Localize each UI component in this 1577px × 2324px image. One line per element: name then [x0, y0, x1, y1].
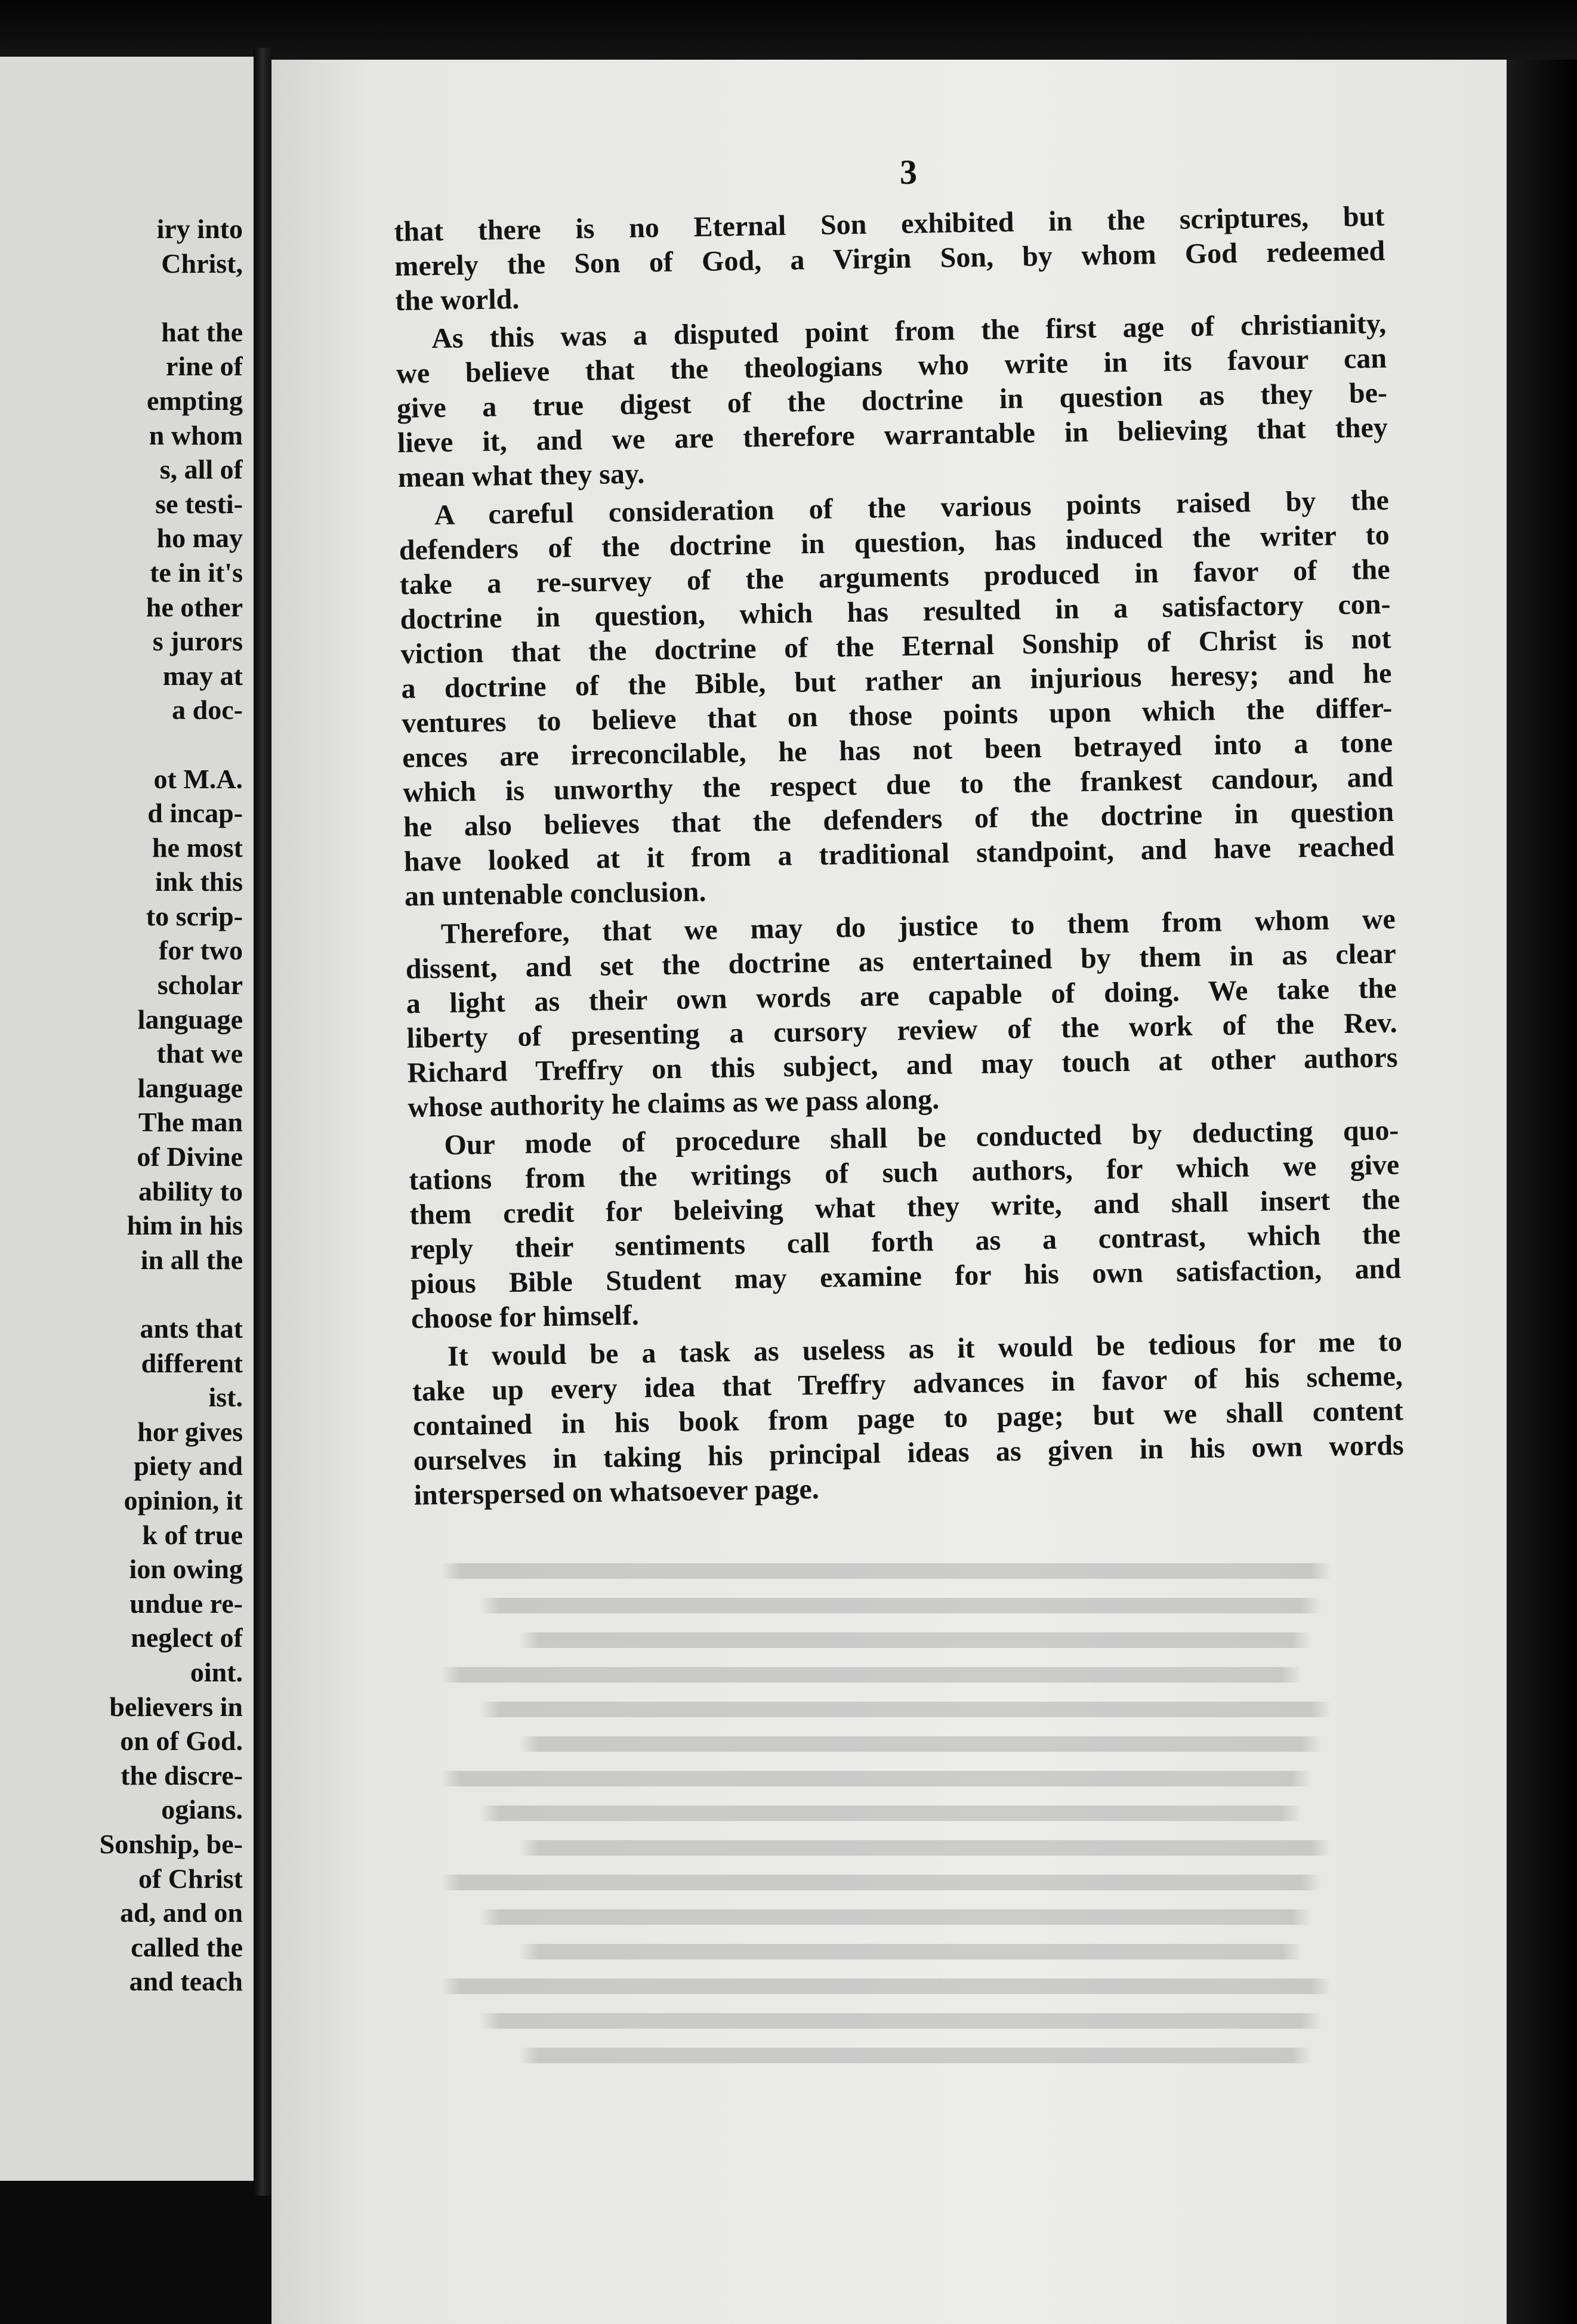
left-page-fragment — [0, 1277, 243, 1311]
paragraph — [394, 199, 1386, 319]
text-line: Richard Treffry on this subject, and may touch at other authors — [407, 1041, 1398, 1089]
text-line: take a re-survey of the arguments produced in favor of the — [399, 553, 1390, 601]
paragraph — [396, 307, 1388, 495]
left-page-fragment: scholar — [157, 970, 243, 1001]
left-page-fragment: iry into — [156, 214, 243, 244]
left-page-fragment: piety and — [134, 1450, 243, 1482]
page-body — [394, 199, 1405, 1513]
left-page-fragment: empting — [147, 385, 243, 416]
text-line: we believe that the theologians who write in its favour can — [396, 342, 1387, 390]
paragraph — [412, 1325, 1405, 1513]
left-page-fragment: hat the — [161, 316, 243, 347]
left-page-fragment: language — [137, 1004, 243, 1035]
left-page-fragment: of Divine — [137, 1141, 243, 1172]
text-line: which is unworthy the respect due to the frankest candour, and — [402, 761, 1394, 808]
left-page-fragment: k of true — [142, 1519, 243, 1550]
text-line: doctrine in question, which has resulted in a satisfactory con- — [400, 588, 1391, 635]
left-page-fragment: he most — [152, 832, 243, 863]
left-page-fragment — [0, 280, 243, 315]
text-line: merely the Son of God, a Virgin Son, by whom God redeemed — [394, 234, 1385, 282]
left-page-fragment: hor gives — [137, 1416, 243, 1447]
text-line: dissent, and set the doctrine as entertained by them in as clear — [405, 937, 1397, 985]
scan-right-shadow — [1507, 60, 1577, 2324]
left-page-fragment: language — [137, 1072, 243, 1103]
left-page-fragment: different — [141, 1347, 243, 1378]
left-page-fragment — [0, 727, 243, 762]
text-line: Our mode of procedure shall be conducted by deducting quo- — [444, 1114, 1399, 1161]
scan-top-shadow — [0, 0, 1577, 66]
paragraph — [405, 902, 1399, 1125]
text-line: whose authority he claims as we pass along. — [408, 1083, 940, 1124]
left-page-fragment: ad, and on — [120, 1897, 243, 1928]
left-page-fragment: neglect of — [131, 1622, 243, 1653]
left-page-fragment: n whom — [149, 419, 243, 450]
text-line: take up every idea that Treffry advances in favor of his scheme, — [412, 1360, 1403, 1408]
text-line: As this was a disputed point from the first age of christianity, — [431, 307, 1387, 355]
left-page-fragment: ot M.A. — [153, 763, 243, 794]
left-page-fragment: in all the — [140, 1244, 243, 1275]
left-page-fragment: te in it's — [150, 557, 243, 588]
text-line: a doctrine of the Bible, but rather an injurious heresy; and he — [401, 657, 1392, 705]
text-line: viction that the doctrine of the Eternal Sonship of Christ is not — [400, 622, 1391, 670]
left-page-fragment: ogians. — [161, 1794, 243, 1825]
left-page-fragment: ion owing — [129, 1554, 243, 1585]
left-page-fragment: se testi- — [155, 488, 243, 519]
left-page-fragment: on of God. — [120, 1726, 243, 1757]
text-line: A careful consideration of the various points raised by the — [434, 484, 1390, 531]
text-line: pious Bible Student may examine for his own satisfaction, and — [410, 1252, 1402, 1300]
left-page-fragment: and teach — [129, 1966, 243, 1997]
text-line: tations from the writings of such authors, for which we give — [409, 1149, 1400, 1196]
left-page-fragment: ho may — [156, 523, 243, 554]
text-line: give a true digest of the doctrine in question as they be- — [396, 376, 1388, 424]
text-line: lieve it, and we are therefore warrantable in believing that they — [397, 411, 1388, 459]
left-page-fragment: ants that — [140, 1313, 243, 1344]
text-line: Therefore, that we may do justice to them from whom we — [440, 903, 1396, 950]
left-page-fragment: may at — [162, 660, 243, 691]
text-line: interspersed on whatsoever page. — [413, 1473, 820, 1511]
text-line: contained in his book from page to page; but we shall content — [412, 1394, 1404, 1442]
text-line: reply their sentiments call forth as a contrast, which the — [409, 1218, 1401, 1266]
text-line: a light as their own words are capable of doing. We take the — [406, 972, 1397, 1020]
text-line: It would be a task as useless as it would be tedious for me to — [447, 1325, 1403, 1372]
text-line: defenders of the doctrine in question, has induced the writer to — [399, 518, 1390, 566]
text-line: ourselves in taking his principal ideas as given in his own words — [413, 1429, 1405, 1477]
left-page-fragment: d incap- — [147, 798, 243, 829]
left-page-text-fragments — [0, 212, 243, 1999]
left-page-fragment: ink this — [155, 866, 243, 897]
left-page-fragment: believers in — [109, 1691, 243, 1722]
left-page-fragment: opinion, it — [124, 1484, 243, 1516]
paragraph — [398, 483, 1395, 914]
left-page-fragment: The man — [138, 1107, 243, 1138]
left-page-fragment: a doc- — [172, 695, 243, 726]
text-line: an untenable conclusion. — [404, 875, 706, 912]
left-page-fragment: him in his — [126, 1210, 243, 1241]
left-page-fragment: that we — [156, 1038, 243, 1069]
text-line: ventures to believe that on those points upon which the differ- — [401, 692, 1393, 739]
text-line: choose for himself. — [411, 1299, 640, 1335]
left-page-fragment: oint. — [190, 1656, 243, 1687]
page-number: 3 — [900, 153, 917, 192]
show-through-text — [382, 1563, 1360, 2088]
text-line: that there is no Eternal Son exhibited in the scriptures, but — [394, 200, 1385, 248]
text-line: have looked at it from a traditional standpoint, and have reached — [403, 830, 1395, 878]
left-page-fragment: Sonship, be- — [99, 1828, 243, 1859]
left-page-fragment: to scrip- — [146, 900, 243, 931]
text-line: ences are irreconcilable, he has not been betrayed into a tone — [402, 726, 1393, 774]
text-line: them credit for beleiving what they write, and shall insert the — [409, 1183, 1400, 1231]
left-page-fragment: ist. — [208, 1382, 243, 1413]
left-facing-page — [0, 57, 254, 2181]
left-page-fragment: undue re- — [129, 1588, 243, 1619]
left-page-fragment: ability to — [138, 1175, 243, 1206]
left-page-fragment: for two — [159, 935, 243, 966]
left-page-fragment: called the — [131, 1931, 243, 1962]
text-line: he also believes that the defenders of the doctrine in question — [403, 795, 1394, 843]
left-page-fragment: he other — [146, 591, 243, 622]
left-page-fragment: s jurors — [152, 626, 243, 657]
left-page-fragment: rine of — [165, 351, 243, 382]
left-page-fragment: the discre- — [121, 1760, 243, 1791]
left-page-fragment: Christ, — [161, 248, 243, 279]
left-page-fragment: s, all of — [159, 454, 243, 485]
text-line: mean what they say. — [397, 458, 645, 493]
text-line: liberty of presenting a cursory review of the work of the Rev. — [406, 1007, 1397, 1054]
left-page-fragment: of Christ — [138, 1863, 243, 1894]
book-gutter — [254, 48, 273, 2196]
paragraph — [408, 1113, 1402, 1337]
text-line: the world. — [394, 283, 520, 317]
